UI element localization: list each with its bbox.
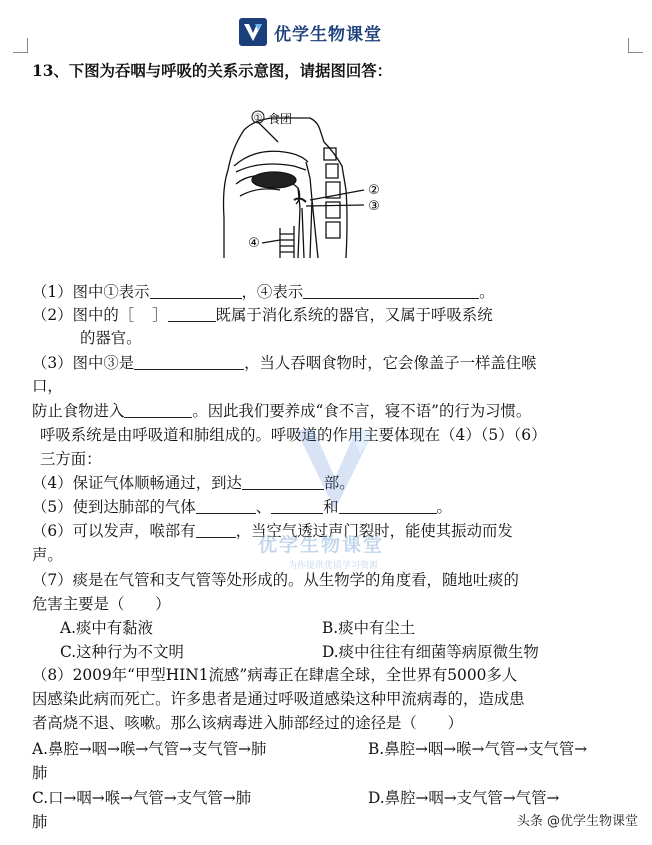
figure-label-2: ② — [368, 183, 380, 198]
figure-label-food: 食团 — [268, 112, 293, 126]
respiratory-intro-cont: 三方面： — [40, 450, 102, 468]
option-7b[interactable]: B.痰中有尘土 — [322, 619, 416, 637]
option-8b-cont: 肺 — [32, 764, 48, 782]
question-part-2-cont: 的器官。 — [80, 329, 142, 347]
margin-corner-right — [628, 38, 643, 53]
brand-logo — [238, 12, 382, 52]
answer-blank-vocal-cords[interactable] — [196, 522, 236, 538]
question-title: 13、下图为吞咽与呼吸的关系示意图，请据图回答： — [32, 62, 393, 80]
answer-blank-clean[interactable] — [339, 498, 437, 514]
option-8d[interactable]: D.鼻腔→咽→支气管→气管→ — [368, 789, 560, 807]
option-8d-cont: 肺 — [32, 813, 48, 831]
question-part-6: （6）可以发声，喉部有 ，当空气透过声门裂时，能使其振动而发 — [32, 522, 513, 540]
figure-label-4: ④ — [248, 236, 260, 251]
answer-blank-3[interactable] — [134, 354, 244, 370]
option-8c[interactable]: C.口→咽→喉→气管→支气管→肺 — [32, 789, 252, 807]
question-part-8: （8）2009年“甲型HIN1流感”病毒正在肆虐全球，全世界有5000多人 — [32, 666, 518, 684]
answer-blank-organ[interactable] — [168, 306, 216, 322]
respiratory-intro: 呼吸系统是由呼吸道和肺组成的。呼吸道的作用主要体现在（4）（5）（6） — [40, 426, 547, 444]
option-8a[interactable]: A.鼻腔→咽→喉→气管→支气管→肺 — [32, 740, 267, 758]
question-part-4: （4）保证气体顺畅通过，到达 部。 — [32, 474, 355, 492]
question-part-8-cont1: 因感染此病而死亡。许多患者是通过呼吸道感染这种甲流病毒的，造成患 — [32, 690, 525, 708]
answer-blank-food-into[interactable] — [124, 402, 192, 418]
question-part-7-cont: 危害主要是（ ） — [32, 595, 171, 613]
option-7c[interactable]: C.这种行为不文明 — [60, 643, 184, 661]
option-7a[interactable]: A.痰中有黏液 — [60, 619, 153, 637]
question-part-7: （7）痰是在气管和支气管等处形成的。从生物学的角度看，随地吐痰的 — [32, 571, 519, 589]
question-part-2: （2）图中的［ ］ 既属于消化系统的器官，又属于呼吸系统 — [32, 306, 493, 324]
figure-label-1: ① — [253, 113, 263, 124]
margin-corner-left — [13, 38, 28, 53]
answer-blank-lung[interactable] — [242, 474, 324, 490]
question-part-8-cont2: 者高烧不退、咳嗽。那么该病毒进入肺部经过的途径是（ ） — [32, 714, 463, 732]
answer-blank-1[interactable] — [150, 283, 242, 299]
question-part-1: （1）图中①表示 ，④表示 。 — [32, 283, 495, 301]
answer-blank-moist[interactable] — [271, 498, 323, 514]
watermark-text: 优学生物课堂 — [258, 534, 385, 556]
question-part-5: （5）使到达肺部的气体 、 和 。 — [32, 498, 452, 516]
brand-v-icon — [238, 17, 268, 47]
watermark-subtext: 为你提供优质学习资源 — [288, 561, 379, 571]
question-part-3-habit: 防止食物进入 。因此我们要养成“食不言，寝不语”的行为习惯。 — [32, 402, 532, 420]
question-part-3: （3）图中③是 ，当人吞咽食物时，它会像盖子一样盖住喉 — [32, 354, 537, 372]
option-7d[interactable]: D.痰中往往有细菌等病原微生物 — [322, 643, 539, 661]
figure-label-3: ③ — [368, 199, 380, 214]
answer-blank-4[interactable] — [303, 283, 479, 299]
footer-attribution: 头条 @优学生物课堂 — [516, 814, 638, 829]
swallow-breath-diagram — [214, 108, 386, 268]
question-part-6-cont: 声。 — [32, 546, 63, 564]
brand-name: 优学生物课堂 — [274, 24, 382, 45]
option-8b[interactable]: B.鼻腔→咽→喉→气管→支气管→ — [368, 740, 588, 758]
question-part-3-cont: 口， — [32, 377, 63, 395]
answer-blank-warm[interactable] — [196, 498, 256, 514]
